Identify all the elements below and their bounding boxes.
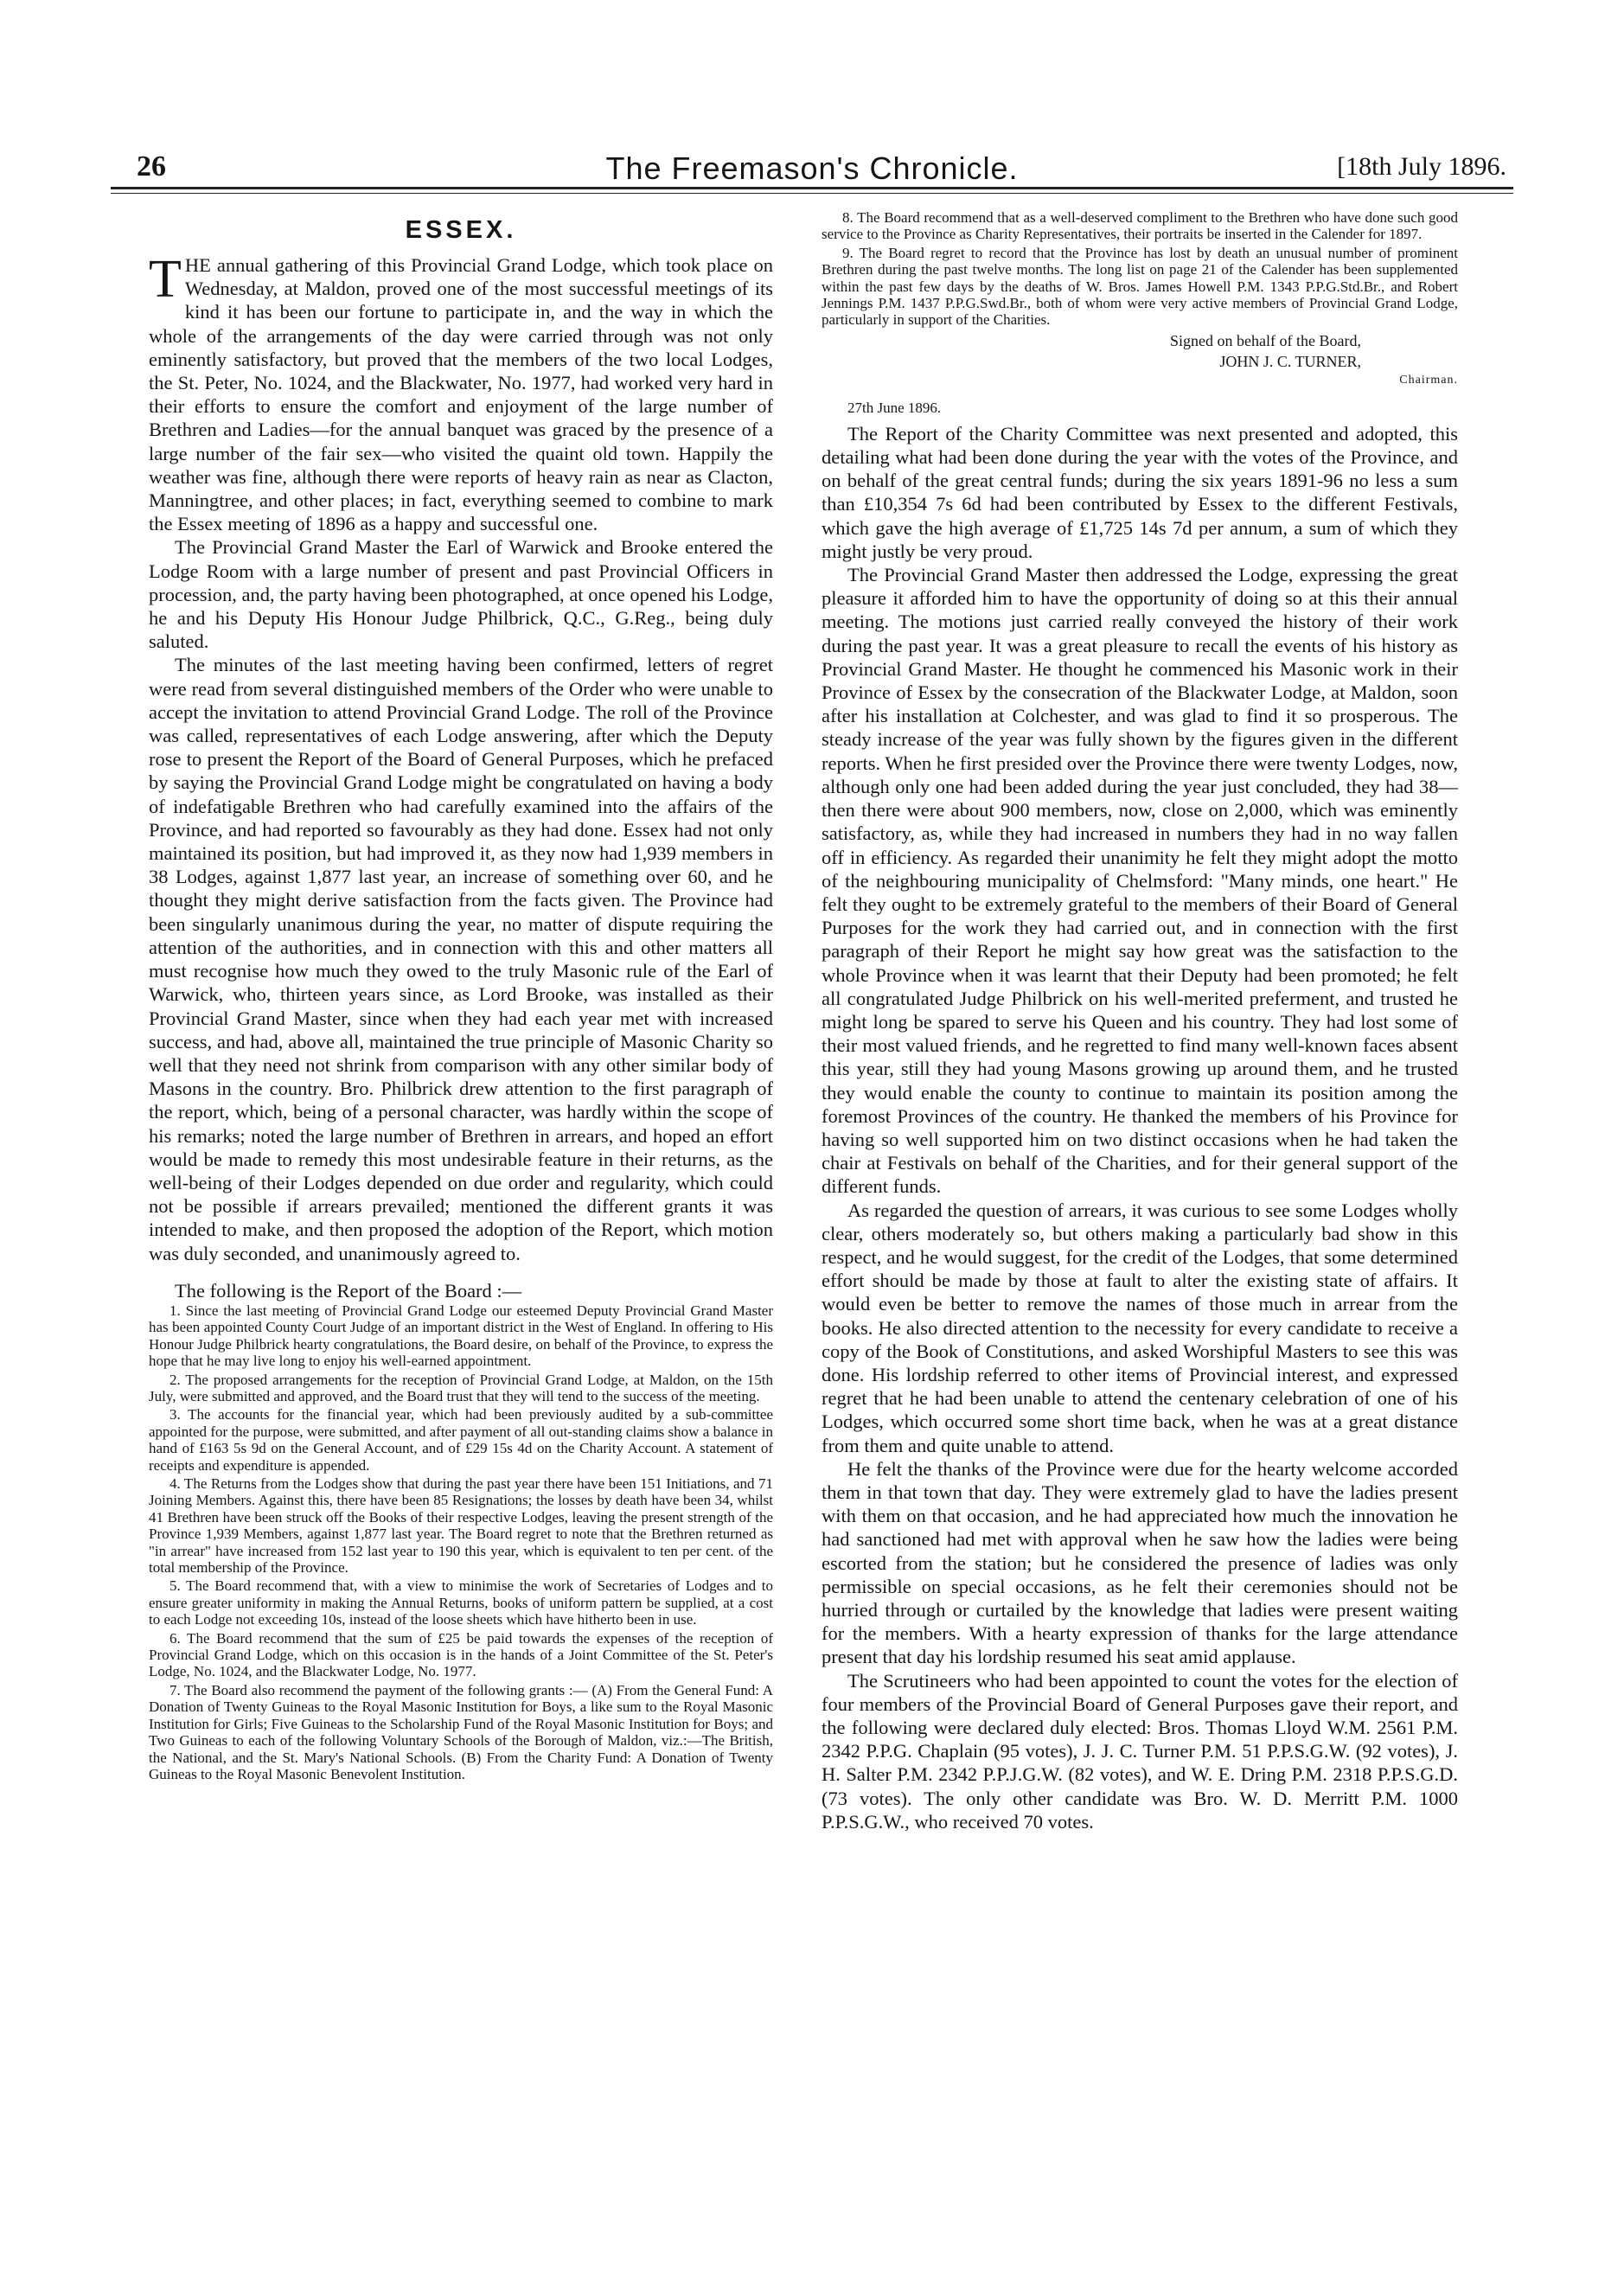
report-lead: The following is the Report of the Board :— xyxy=(175,1279,522,1302)
right-column xyxy=(822,209,1458,1833)
report-item: 1. Since the last meeting of Provincial Grand Lodge our esteemed Deputy Provincial Grand Master has been appointed County Court Judge of an important district in the West of England. In offering to His Honour Judge Philbrick hearty congratulations, the Board desire, on behalf of the Province, to express the hope that he may live long to enjoy his well-earned appointment. xyxy=(149,1302,773,1370)
report-item: 5. The Board recommend that, with a view to minimise the work of Secretaries of Lodges and to ensure greater uniformity in making the Annual Returns, books of uniform pattern be supplied, at a cost to each Lodge not exceeding 10s, instead of the loose sheets which have hitherto been in use. xyxy=(149,1577,773,1628)
report-item: 7. The Board also recommend the payment of the following grants :— (A) From the General Fund: A Donation of Twenty Guineas to the Royal Masonic Institution for Boys, a like sum to the Royal Masonic Institution for Girls; Five Guineas to the Scholarship Fund of the Royal Masonic Institution for Boys; and Two Guineas to each of the following Voluntary Schools of the Borough of Maldon, viz.:—The British, the National, and the St. Mary's National Schools. (B) From the Charity Fund: A Donation of Twenty Guineas to the Royal Masonic Benevolent Institution. xyxy=(149,1681,773,1782)
article-paragraph: The minutes of the last meeting having been confirmed, letters of regret were read from several distinguished members of the Order who were unable to accept the invitation to attend Provincial Grand Lodge. The roll of the Province was called, representatives of each Lodge answering, after which the Deputy rose to present the Report of the Board of General Purposes, which he prefaced by saying the Provincial Grand Lodge might be congratulated on having a body of indefatigable Brethren who had carefully examined into the affairs of the Province, and had reported so favourably as they had done. Essex had not only maintained its position, but had improved it, as they now had 1,939 members in 38 Lodges, against 1,877 last year, an increase of something over 60, and he thought they might derive satisfaction from the facts given. The Province had been singularly unanimous during the year, no matter of dispute requiring the attention of the authorities, and in connection with this and other matters all must recognise how much they owed to the truly Masonic rule of the Earl of Warwick, who, thirteen years since, as Lord Brooke, was installed as their Provincial Grand Master, since when they had each year met with increased success, and had, above all, maintained the true principle of Masonic Charity so well that they need not shrink from comparison with any other similar body of Masons in the country. Bro. Philbrick drew attention to the first paragraph of the report, which, being of a personal character, was hardly within the scope of his remarks; noted the large number of Brethren in arrears, and hoped an effort would be made to remedy this most undesirable feature in their returns, as the well-being of their Lodges depended on due order and regularity, which could not be possible if arrears prevailed; mentioned the different grants it was intended to make, and then proposed the adoption of the Report, which motion was duly seconded, and unanimously agreed to. xyxy=(149,654,773,1264)
report-item: 4. The Returns from the Lodges show that during the past year there have been 151 Initiations, and 71 Joining Members. Against this, there have been 85 Resignations; the losses by death have been 34, whilst 41 Brethren have been struck off the Books of their respective Lodges, leaving the present strength of the Province 1,939 Members, against 1,877 last year. The Board regret to note that the Brethren returned as "in arrear" have increased from 152 last year to 190 this year, which is equivalent to ten per cent. of the total membership of the Province. xyxy=(149,1475,773,1577)
report-date: 27th June 1896. xyxy=(847,399,942,416)
header-rule xyxy=(111,187,1513,189)
page-header xyxy=(111,144,1513,185)
report-item: 9. The Board regret to record that the Province has lost by death an unusual number of prominent Brethren during the past twelve months. The long list on page 21 of the Calender has been supplemented within the past few days by the deaths of W. Bros. James Howell P.M. 1343 P.P.G.Std.Br., and Robert Jennings P.M. 1437 P.P.G.Swd.Br., both of whom were very active members of Provincial Grand Lodge, particularly in support of the Charities. xyxy=(822,244,1458,329)
article-paragraph: The Provincial Grand Master the Earl of Warwick and Brooke entered the Lodge Room with a large number of present and past Provincial Officers in procession, and, the party having been photographed, at once opened his Lodge, he and his Deputy His Honour Judge Philbrick, Q.C., G.Reg., being duly saluted. xyxy=(149,536,773,653)
article-paragraph: The Report of the Charity Committee was next presented and adopted, this detailing what had been done during the year with the votes of the Province, and on behalf of the great central funds; during the six years 1891-96 no less a sum than £10,354 7s 6d had been contributed by Essex to the different Festivals, which gave the high average of £1,725 14s 7d per annum, a sum of which they might justly be very proud. xyxy=(822,422,1458,562)
report-item: 6. The Board recommend that the sum of £25 be paid towards the expenses of the reception of Provincial Grand Lodge, which on this occasion is in the hands of a Joint Committee of the St. Peter's Lodge, No. 1024, and the Blackwater Lodge, No. 1977. xyxy=(149,1629,773,1680)
signed-line: Signed on behalf of the Board, xyxy=(1170,331,1361,349)
drop-cap: T xyxy=(149,250,182,309)
report-item: 2. The proposed arrangements for the reception of Provincial Grand Lodge, at Maldon, on the 15th July, were submitted and approved, and the Board trust that they will tend to the success of the meeting. xyxy=(149,1371,773,1404)
header-rule-thin xyxy=(111,193,1513,194)
article-paragraph: He felt the thanks of the Province were due for the hearty welcome accorded them in that town that day. They were extremely glad to have the ladies present with them on that occasion, and he had appreciated how much the innovation he had sanctioned had met with approval when he saw how the ladies were being escorted from the station; but he considered the presence of ladies was only permissible on special occasions, as he felt their ceremonies should not be hurried through or curtailed by the knowledge that ladies were present waiting for the members. With a hearty expression of thanks for the large attendance present that day his lordship resumed his seat amid applause. xyxy=(822,1457,1458,1668)
publication-title: The Freemason's Chronicle. xyxy=(605,150,1019,186)
article-paragraph: The Scrutineers who had been appointed to count the votes for the election of four members of the Provincial Board of General Purposes gave their report, and the following were declared duly elected: Bros. Thomas Lloyd W.M. 2561 P.M. 2342 P.P.G. Chaplain (95 votes), J. J. C. Turner P.M. 51 P.P.S.G.W. (92 votes), J. H. Salter P.M. 2342 P.P.J.G.W. (82 votes), and W. E. Dring P.M. 2318 P.P.S.G.D. (73 votes). The only other candidate was Bro. W. D. Merritt P.M. 1000 P.P.S.G.W., who received 70 votes. xyxy=(822,1669,1458,1833)
section-title: ESSEX. xyxy=(405,216,517,244)
page-number: 26 xyxy=(137,150,166,182)
article-paragraph: As regarded the question of arrears, it was curious to see some Lodges wholly clear, others moderately so, but others making a particularly bad show in this respect, and he would suggest, for the credit of the Lodges, that some determined effort should be made by those at fault to alter the existing state of affairs. It would even be better to remove the names of those much in arrear from the books. He also directed attention to the necessity for every candidate to receive a copy of the Book of Constitutions, and asked Worshipful Masters to see this was done. His lordship referred to other items of Provincial interest, and expressed regret that he had been unable to attend the centenary celebration of one of his Lodges, which occurred some short time back, when he was at a great distance from them and quite unable to attend. xyxy=(822,1199,1458,1456)
signatory-title: Chairman. xyxy=(1399,373,1458,387)
report-item: 3. The accounts for the financial year, which had been previously audited by a sub-committee appointed for the purpose, were submitted, and after payment of all out-standing claims show a balance in hand of £163 5s 9d on the General Account, and of £29 15s 4d on the Charity Account. A statement of receipts and expenditure is appended. xyxy=(149,1406,773,1474)
left-column xyxy=(149,209,773,1784)
article-paragraph: THE annual gathering of this Provincial Grand Lodge, which took place on Wednesday, at Maldon, proved one of the most successful meetings of its kind it has been our fortune to participate in, and the way in which the whole of the arrangements of the day were carried through was not only eminently satisfactory, but proved that the members of the two local Lodges, the St. Peter, No. 1024, and the Blackwater, No. 1977, had worked very hard in their efforts to ensure the comfort and enjoyment of the large number of Brethren and Ladies—for the annual banquet was graced by the presence of a large number of the fair sex—who visited the quaint old town. Happily the weather was fine, although there were reports of heavy rain as near as Clacton, Manningtree, and other places; in fact, everything seemed to combine to mark the Essex meeting of 1896 as a happy and successful one. xyxy=(149,250,773,535)
article-paragraph: The Provincial Grand Master then addressed the Lodge, expressing the great pleasure it afforded him to have the opportunity of doing so at this their annual meeting. The motions just carried really conveyed the history of their work during the past year. It was a great pleasure to recall the events of his history as Provincial Grand Master. He thought he commenced his Masonic work in their Province of Essex by the consecration of the Blackwater Lodge, at Maldon, soon after his installation at Colchester, and was glad to find it so prosperous. The steady increase of the year was fully shown by the figures given in the different reports. When he first presided over the Province there were twenty Lodges, now, although only one had been added during the year just concluded, they had 38—then there were about 900 members, now, close on 2,000, which was eminently satisfactory, as, while they had increased in numbers they had in no way fallen off in efficiency. As regarded their unanimity he felt they might adopt the motto of the neighbouring municipality of Chelmsford: "Many minds, one heart." He felt they ought to be extremely grateful to the members of their Board of General Purposes for the work they had carried out, and in connection with the first paragraph of their Report he might say how great was the satisfaction to the whole Province when it was learnt that their Deputy had been promoted; he felt all congratulated Judge Philbrick on his well-merited preferment, and trusted he might long be spared to serve his Queen and his country. They had lost some of their most valued friends, and he regretted to find many well-known faces absent this year, still they had young Masons growing up around them, and he trusted they would enable the county to continue to maintain its position among the foremost Provinces of the country. He thanked the members of his Province for having so well supported him on two distinct occasions when he had taken the chair at Festivals on behalf of the Charities, and for their general support of the different funds. xyxy=(822,564,1458,1198)
report-item: 8. The Board recommend that as a well-deserved compliment to the Brethren who have done such good service to the Province as Charity Representatives, their portraits be inserted in the Calender for 1897. xyxy=(822,209,1458,243)
signatory-name: JOHN J. C. TURNER, xyxy=(1219,352,1361,370)
issue-date: [18th July 1896. xyxy=(1337,152,1506,181)
